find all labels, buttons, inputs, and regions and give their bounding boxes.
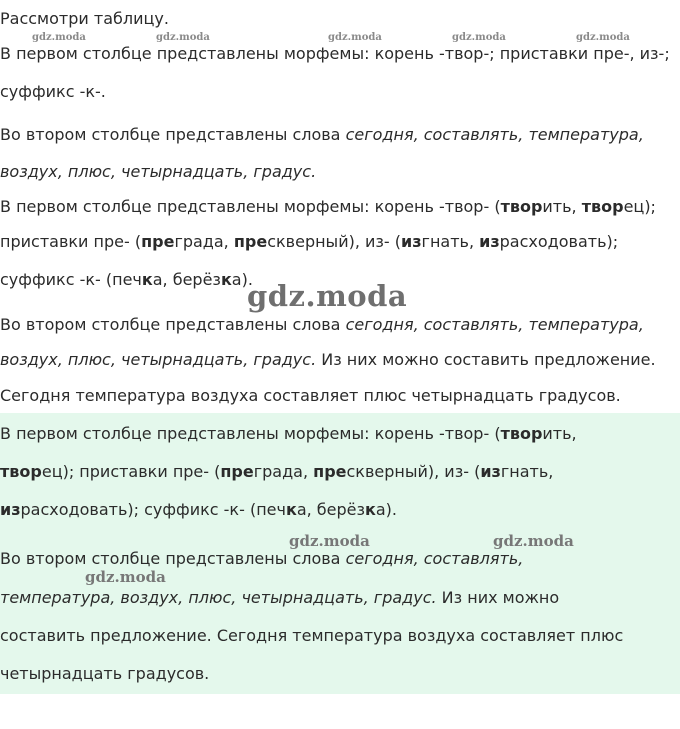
paragraph-line: В первом столбце представлены морфемы: корень -твор- (творить, творец); <box>0 197 656 216</box>
paragraph-line: В первом столбце представлены морфемы: корень -твор-; приставки пре-, из-; <box>0 44 670 63</box>
paragraph-line: творец); приставки пре- (преграда, прескверный), из- (изгнать, <box>0 462 554 481</box>
paragraph-line: составить предложение. Сегодня температура воздуха составляет плюс <box>0 626 624 645</box>
watermark: gdz.moda <box>289 532 370 550</box>
paragraph-line: приставки пре- (преграда, прескверный), из- (изгнать, израсходовать); <box>0 232 619 251</box>
paragraph-line: Во втором столбце представлены слова сегодня, составлять, температура, <box>0 125 644 144</box>
paragraph-line: воздух, плюс, четырнадцать, градус. Из них можно составить предложение. <box>0 350 656 369</box>
paragraph-line: четырнадцать градусов. <box>0 664 210 683</box>
watermark: gdz.moda <box>32 32 86 43</box>
watermark: gdz.moda <box>452 32 506 43</box>
paragraph-line: Сегодня температура воздуха составляет плюс четырнадцать градусов. <box>0 386 621 405</box>
paragraph-line: Во втором столбце представлены слова сегодня, составлять, <box>0 549 524 568</box>
watermark: gdz.moda <box>576 32 630 43</box>
watermark: gdz.moda <box>156 32 210 43</box>
paragraph-line: суффикс -к-. <box>0 82 106 101</box>
paragraph-line: израсходовать); суффикс -к- (печка, берёзка). <box>0 500 398 519</box>
paragraph-line: В первом столбце представлены морфемы: корень -твор- (творить, <box>0 424 577 443</box>
paragraph-line: воздух, плюс, четырнадцать, градус. <box>0 162 317 181</box>
watermark: gdz.moda <box>328 32 382 43</box>
watermark: gdz.moda <box>493 532 574 550</box>
watermark: gdz.moda <box>247 279 408 313</box>
task-header: Рассмотри таблицу. <box>0 9 169 28</box>
paragraph-line: температура, воздух, плюс, четырнадцать, градус. Из них можно <box>0 588 560 607</box>
paragraph-line: суффикс -к- (печка, берёзка). <box>0 270 253 289</box>
paragraph-line: Во втором столбце представлены слова сегодня, составлять, температура, <box>0 315 644 334</box>
watermark: gdz.moda <box>85 568 166 586</box>
